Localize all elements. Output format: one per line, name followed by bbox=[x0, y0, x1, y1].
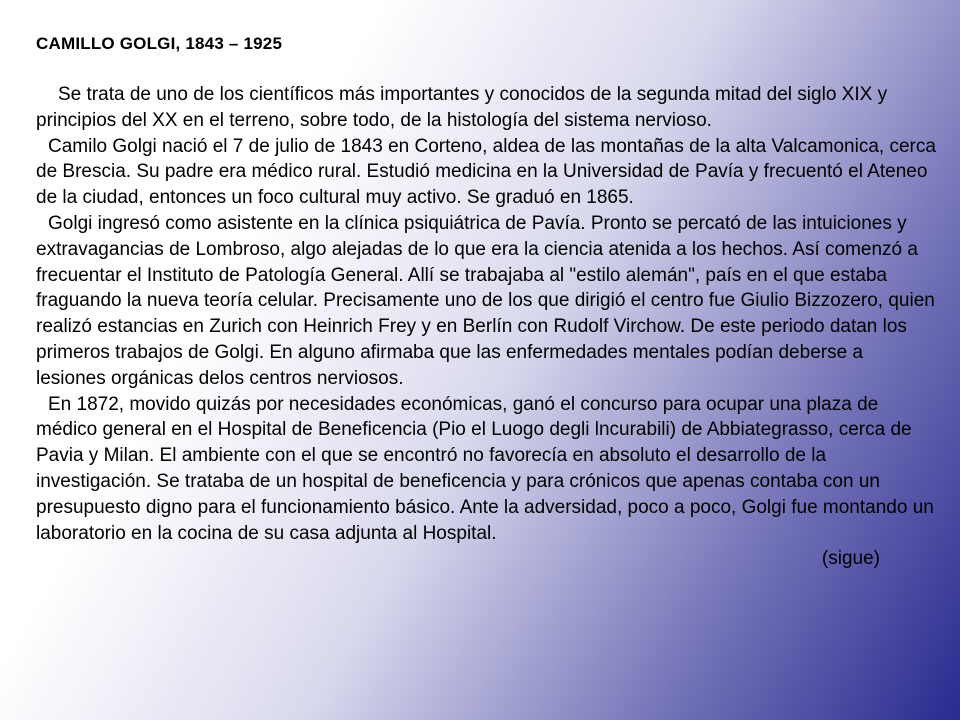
paragraph-pavia: Golgi ingresó como asistente en la clínica psiquiátrica de Pavía. Pronto se percató de las intuiciones y extravagancias de Lombroso, algo alejadas de lo que era la ciencia atenida a los hechos. Así comenzó a frecuentar el Instituto de Patología General. Allí se trabajaba al "estilo alemán", país en el que estaba fraguando la nueva teoría celular. Precisamente uno de los que dirigió el centro fue Giulio Bizzozero, quien realizó estancias en Zurich con Heinrich Frey y en Berlín con Rudolf Virchow. De este periodo datan los primeros trabajos de Golgi. En alguno afirmaba que las enfermedades mentales podían deberse a lesiones orgánicas delos centros nerviosos. bbox=[36, 212, 935, 389]
paragraph-intro: Se trata de uno de los científicos más importantes y conocidos de la segunda mitad del siglo XIX y principios del XX en el terreno, sobre todo, de la histología del sistema nervioso. bbox=[36, 84, 888, 131]
paragraph-birth: Camilo Golgi nació el 7 de julio de 1843 en Corteno, aldea de las montañas de la alta Valcamonica, cerca de Brescia. Su padre era médico rural. Estudió medicina en la Universidad de Pavía y frecuentó el Ateneo de la ciudad, entonces un foco cultural muy activo. Se graduó en 1865. bbox=[36, 135, 936, 209]
paragraph-abbiategrasso: En 1872, movido quizás por necesidades económicas, ganó el concurso para ocupar una plaza de médico general en el Hospital de Beneficencia (Pio el Luogo degli lncurabili) de Abbiategrasso, cerca de Pavia y Milan. El ambiente con el que se encontró no favorecía en absoluto el desarrollo de la investigación. Se trataba de un hospital de beneficencia y para crónicos que apenas contaba con un presupuesto digno para el funcionamiento básico. Ante la adversidad, poco a poco, Golgi fue montando un laboratorio en la cocina de su casa adjunta al Hospital. bbox=[36, 393, 934, 544]
body-text bbox=[36, 82, 936, 572]
continued-label: (sigue) bbox=[821, 548, 880, 570]
slide-title: CAMILLO GOLGI, 1843 – 1925 bbox=[36, 34, 283, 53]
slide-content bbox=[36, 34, 936, 572]
